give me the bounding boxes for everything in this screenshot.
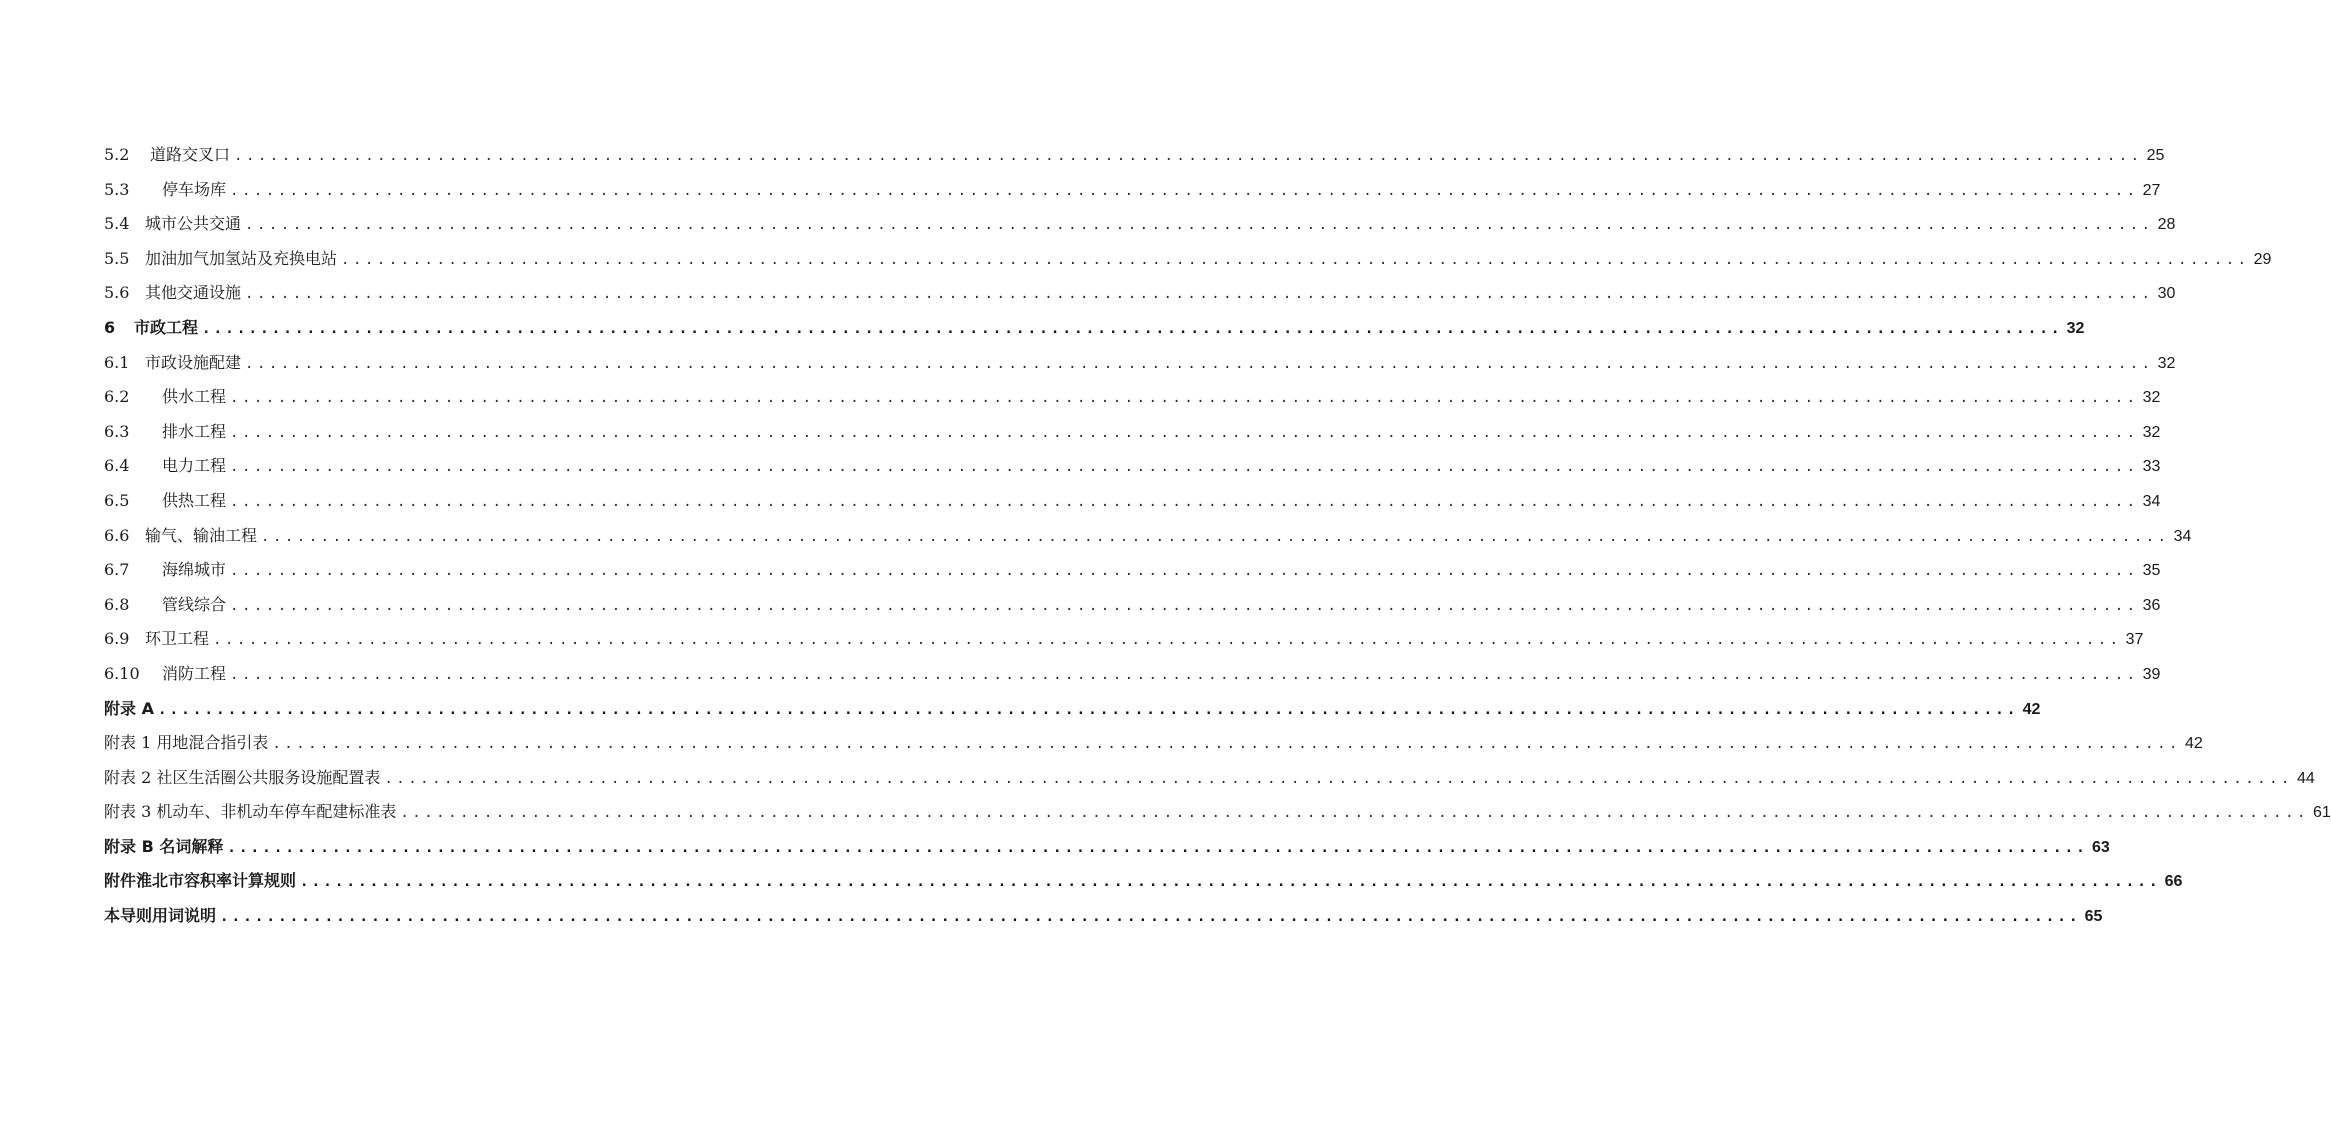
toc-entry-title: 道路交叉口 — [150, 145, 231, 164]
toc-entry-page: 44 — [2296, 769, 2315, 787]
toc-dot-leader: ................................................................................................................................................................ — [220, 909, 2081, 926]
toc-entry-label — [104, 692, 154, 727]
toc-entry-5-6[interactable] — [104, 276, 2176, 311]
toc-entry-6-3[interactable] — [104, 415, 2161, 450]
toc-entry-page: 32 — [2066, 319, 2085, 337]
toc-dot-leader: ................................................................................................................................................................ — [400, 805, 2309, 822]
toc-dot-leader: ................................................................................................................................................................ — [230, 493, 2139, 510]
toc-dot-leader: ................................................................................................................................................................ — [230, 424, 2139, 441]
toc-entry-title: 供热工程 — [162, 490, 227, 510]
toc-dot-leader: ................................................................................................................................................................ — [261, 528, 2170, 545]
toc-entry-6-9[interactable] — [104, 622, 2144, 657]
toc-entry-page: 34 — [2142, 492, 2161, 510]
toc-dot-leader: ................................................................................................................................................................ — [157, 701, 2019, 718]
toc-entry-label — [104, 173, 226, 208]
toc-entry-number: 6 — [104, 317, 116, 337]
toc-entry-page: 39 — [2142, 665, 2161, 683]
toc-dot-leader: ................................................................................................................................................................ — [272, 736, 2181, 753]
toc-dot-leader: ................................................................................................................................................................ — [384, 770, 2293, 787]
toc-entry-page: 28 — [2157, 216, 2176, 234]
toc-dot-leader: ................................................................................................................................................................ — [341, 251, 2250, 268]
toc-entry-title: 加油加气加氢站及充换电站 — [145, 248, 338, 268]
toc-entry-number: 6.3 — [104, 421, 130, 441]
toc-entry-label — [104, 207, 241, 242]
toc-entry-page: 37 — [2125, 631, 2144, 649]
toc-entry-number: 6.2 — [104, 387, 130, 407]
toc-entry-page: 25 — [2146, 147, 2165, 164]
toc-entry-table-2[interactable] — [104, 761, 2315, 796]
toc-entry-table-1[interactable] — [104, 726, 2203, 761]
toc-entry-5-2[interactable] — [104, 138, 2165, 173]
toc-dot-leader: ................................................................................................................................................................ — [230, 459, 2139, 476]
toc-entry-label — [104, 484, 226, 519]
toc-entry-title: 附录 A — [104, 698, 154, 718]
toc-entry-label — [104, 795, 396, 830]
toc-entry-page: 66 — [2164, 873, 2183, 891]
toc-entry-6-5[interactable] — [104, 484, 2161, 519]
toc-entry-table-3[interactable] — [104, 795, 2331, 830]
toc-entry-label — [104, 657, 226, 692]
toc-entry-page: 63 — [2091, 838, 2110, 856]
toc-entry-title: 海绵城市 — [162, 560, 227, 580]
toc-dot-leader: ................................................................................................................................................................ — [245, 286, 2154, 303]
toc-entry-6-4[interactable] — [104, 449, 2161, 484]
toc-entry-number: 6.4 — [104, 456, 130, 476]
toc-entry-number: 6.5 — [104, 490, 130, 510]
toc-entry-title: 城市公共交通 — [145, 214, 242, 234]
toc-dot-leader: ................................................................................................................................................................ — [230, 666, 2139, 683]
toc-dot-leader: ................................................................................................................................................................ — [230, 597, 2139, 614]
toc-entry-title: 附录 B 名词解释 — [104, 836, 224, 856]
toc-entry-5-4[interactable] — [104, 207, 2176, 242]
toc-entry-page: 33 — [2142, 458, 2161, 476]
toc-entry-page: 42 — [2184, 735, 2203, 753]
toc-dot-leader: ................................................................................................................................................................ — [202, 320, 2063, 337]
toc-entry-page: 34 — [2173, 527, 2192, 545]
toc-entry-title: 排水工程 — [162, 421, 227, 441]
toc-entry-page: 65 — [2084, 908, 2103, 926]
toc-entry-label — [104, 346, 241, 381]
toc-entry-title: 市政工程 — [134, 317, 199, 337]
toc-dot-leader: ................................................................................................................................................................ — [300, 874, 2161, 891]
toc-entry-title: 环卫工程 — [145, 629, 210, 649]
toc-entry-number: 6.8 — [104, 594, 130, 614]
toc-entry-label — [104, 242, 337, 277]
toc-entry-page: 30 — [2157, 285, 2176, 303]
toc-entry-5-5[interactable] — [104, 242, 2272, 277]
toc-entry-title: 管线综合 — [162, 594, 227, 614]
toc-entry-page: 32 — [2157, 354, 2176, 372]
toc-entry-label — [104, 449, 226, 484]
toc-entry-page: 61 — [2312, 804, 2331, 822]
toc-entry-title: 供水工程 — [162, 387, 227, 407]
toc-entry-label — [104, 138, 230, 173]
toc-entry-number: 5.6 — [104, 283, 130, 303]
toc-dot-leader: ................................................................................................................................................................ — [213, 632, 2122, 649]
toc-entry-6-2[interactable] — [104, 380, 2161, 415]
toc-entry-title: 消防工程 — [162, 663, 227, 683]
toc-entry-6[interactable] — [104, 311, 2085, 346]
toc-entry-appendix-a[interactable] — [104, 692, 2041, 727]
toc-entry-label — [104, 830, 223, 865]
toc-entry-label — [104, 622, 209, 657]
toc-entry-label — [104, 380, 226, 415]
toc-entry-page: 32 — [2142, 389, 2161, 407]
toc-entry-6-10[interactable] — [104, 657, 2161, 692]
toc-entry-label — [104, 415, 226, 450]
toc-entry-title: 市政设施配建 — [145, 352, 242, 372]
toc-entry-title: 附件淮北市容积率计算规则 — [104, 871, 297, 891]
toc-entry-page: 36 — [2142, 596, 2161, 614]
toc-dot-leader: ................................................................................................................................................................ — [230, 390, 2139, 407]
toc-entry-number: 5.5 — [104, 248, 130, 268]
toc-entry-attachment[interactable] — [104, 864, 2183, 899]
toc-entry-title: 附表 3 机动车、非机动车停车配建标准表 — [104, 802, 397, 822]
toc-entry-title: 停车场库 — [162, 179, 227, 199]
toc-entry-title: 电力工程 — [162, 456, 227, 476]
toc-entry-5-3[interactable] — [104, 173, 2161, 208]
toc-entry-label — [104, 553, 226, 588]
toc-entry-title: 本导则用词说明 — [104, 906, 217, 926]
toc-dot-leader: ................................................................................................................................................................ — [245, 217, 2154, 234]
toc-entry-number: 6.7 — [104, 560, 130, 580]
toc-entry-terminology[interactable] — [104, 899, 2103, 934]
toc-entry-title: 输气、输油工程 — [145, 525, 258, 545]
toc-entry-number: 6.10 — [104, 663, 140, 683]
toc-entry-page: 35 — [2142, 562, 2161, 580]
toc-entry-label — [104, 519, 257, 554]
toc-dot-leader: ................................................................................................................................................................ — [245, 355, 2154, 372]
toc-entry-number: 6.9 — [104, 629, 130, 649]
toc-entry-title: 附表 1 用地混合指引表 — [104, 733, 269, 753]
toc-entry-label — [104, 726, 268, 761]
toc-entry-title: 附表 2 社区生活圈公共服务设施配置表 — [104, 767, 381, 787]
toc-entry-number: 5.3 — [104, 179, 130, 199]
toc-entry-page: 32 — [2142, 423, 2161, 441]
toc-entry-label — [104, 899, 216, 934]
toc-entry-label — [104, 311, 198, 346]
toc-entry-label — [104, 864, 296, 899]
toc-entry-number: 6.6 — [104, 525, 130, 545]
toc-dot-leader: ................................................................................................................................................................ — [227, 839, 2088, 856]
toc-dot-leader: ................................................................................................................................................................ — [230, 563, 2139, 580]
toc-entry-label — [104, 761, 380, 796]
toc-entry-6-6[interactable] — [104, 519, 2192, 554]
toc-entry-title: 其他交通设施 — [145, 283, 242, 303]
toc-entry-page: 27 — [2142, 181, 2161, 199]
toc-entry-6-7[interactable] — [104, 553, 2161, 588]
toc-entry-number: 5.2 — [104, 145, 130, 164]
toc-entry-number: 6.1 — [104, 352, 130, 372]
toc-entry-number: 5.4 — [104, 214, 130, 234]
toc-entry-6-8[interactable] — [104, 588, 2161, 623]
toc-dot-leader: ................................................................................................................................................................ — [230, 182, 2139, 199]
table-of-contents — [104, 138, 2331, 934]
toc-entry-appendix-b[interactable] — [104, 830, 2110, 865]
toc-entry-label — [104, 588, 226, 623]
toc-entry-page: 29 — [2253, 250, 2272, 268]
toc-dot-leader: ................................................................................................................................................................ — [234, 148, 2143, 164]
toc-entry-label — [104, 276, 241, 311]
toc-entry-page: 42 — [2022, 700, 2041, 718]
toc-entry-6-1[interactable] — [104, 346, 2176, 381]
